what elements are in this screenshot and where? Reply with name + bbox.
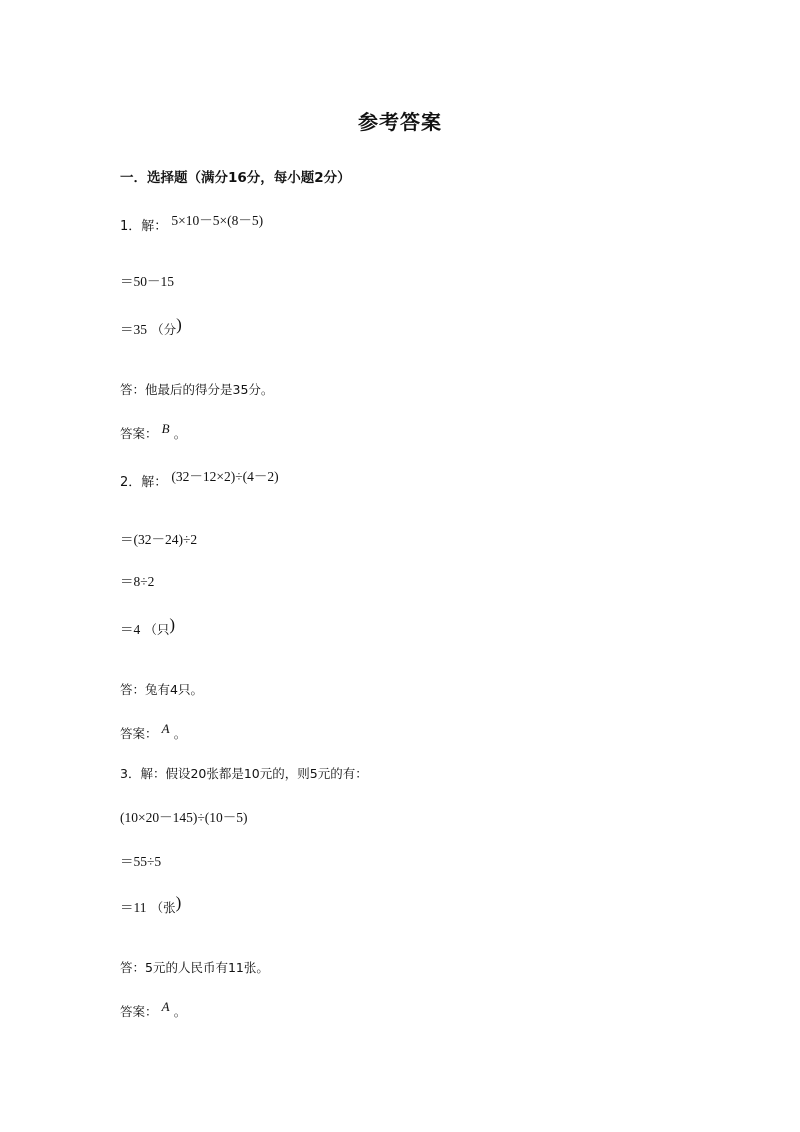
q1-step-2 [120, 315, 182, 339]
q1-choice-letter: B [161, 421, 170, 436]
q1-step-2-paren: ) [176, 315, 182, 334]
q1-choice-prefix: 答案： [120, 426, 158, 441]
q2-step-2: ＝8÷2 [120, 574, 155, 589]
q3-step-2-unit: （张 [150, 900, 176, 915]
q1-answer-choice [120, 421, 187, 442]
page-title: 参考答案 [358, 110, 442, 134]
q1-label: 1．解： [120, 219, 168, 234]
q2-step-3 [120, 615, 176, 639]
q2-choice-prefix: 答案： [120, 726, 158, 741]
q1-choice-suffix: 。 [173, 426, 187, 441]
q1-step-1: ＝50－15 [120, 274, 174, 289]
q2-label: 2．解： [120, 475, 168, 490]
q3-step-1: ＝55÷5 [120, 854, 162, 869]
q2-answer-sentence: 答：兔有4只。 [120, 682, 203, 697]
q3-step-2-paren: ) [175, 893, 182, 912]
q3-step-2 [120, 893, 182, 917]
q3-choice-prefix: 答案： [120, 1004, 158, 1019]
q3-step-2-value: ＝11 [120, 900, 147, 915]
q1-expression: 5×10－5×(8－5) [171, 213, 264, 228]
section-heading: 一．选择题（满分16分，每小题2分） [120, 170, 351, 186]
q3-solution-line: 3．解：假设20张都是10元的，则5元的有： [120, 766, 368, 781]
q1-answer-sentence: 答：他最后的得分是35分。 [120, 382, 274, 397]
q3-expression: (10×20－145)÷(10－5) [120, 810, 248, 825]
q3-choice-letter: A [161, 999, 170, 1014]
q3-answer-choice [120, 999, 187, 1020]
q3-answer-sentence: 答：5元的人民币有11张。 [120, 960, 269, 975]
q2-step-1: ＝(32－24)÷2 [120, 532, 198, 547]
q3-choice-suffix: 。 [173, 1004, 187, 1019]
q2-expression: (32－12×2)÷(4－2) [171, 469, 279, 484]
q2-choice-suffix: 。 [173, 726, 187, 741]
q1-solution-line [120, 214, 263, 234]
q2-choice-letter: A [161, 721, 170, 736]
q1-step-2-unit: （分 [151, 322, 177, 337]
q2-step-3-value: ＝4 [120, 622, 141, 637]
q2-solution-line [120, 470, 279, 490]
q2-answer-choice [120, 721, 187, 742]
q2-step-3-paren: ) [169, 615, 176, 634]
q2-step-3-unit: （只 [144, 622, 170, 637]
q1-step-2-value: ＝35 [120, 322, 147, 337]
